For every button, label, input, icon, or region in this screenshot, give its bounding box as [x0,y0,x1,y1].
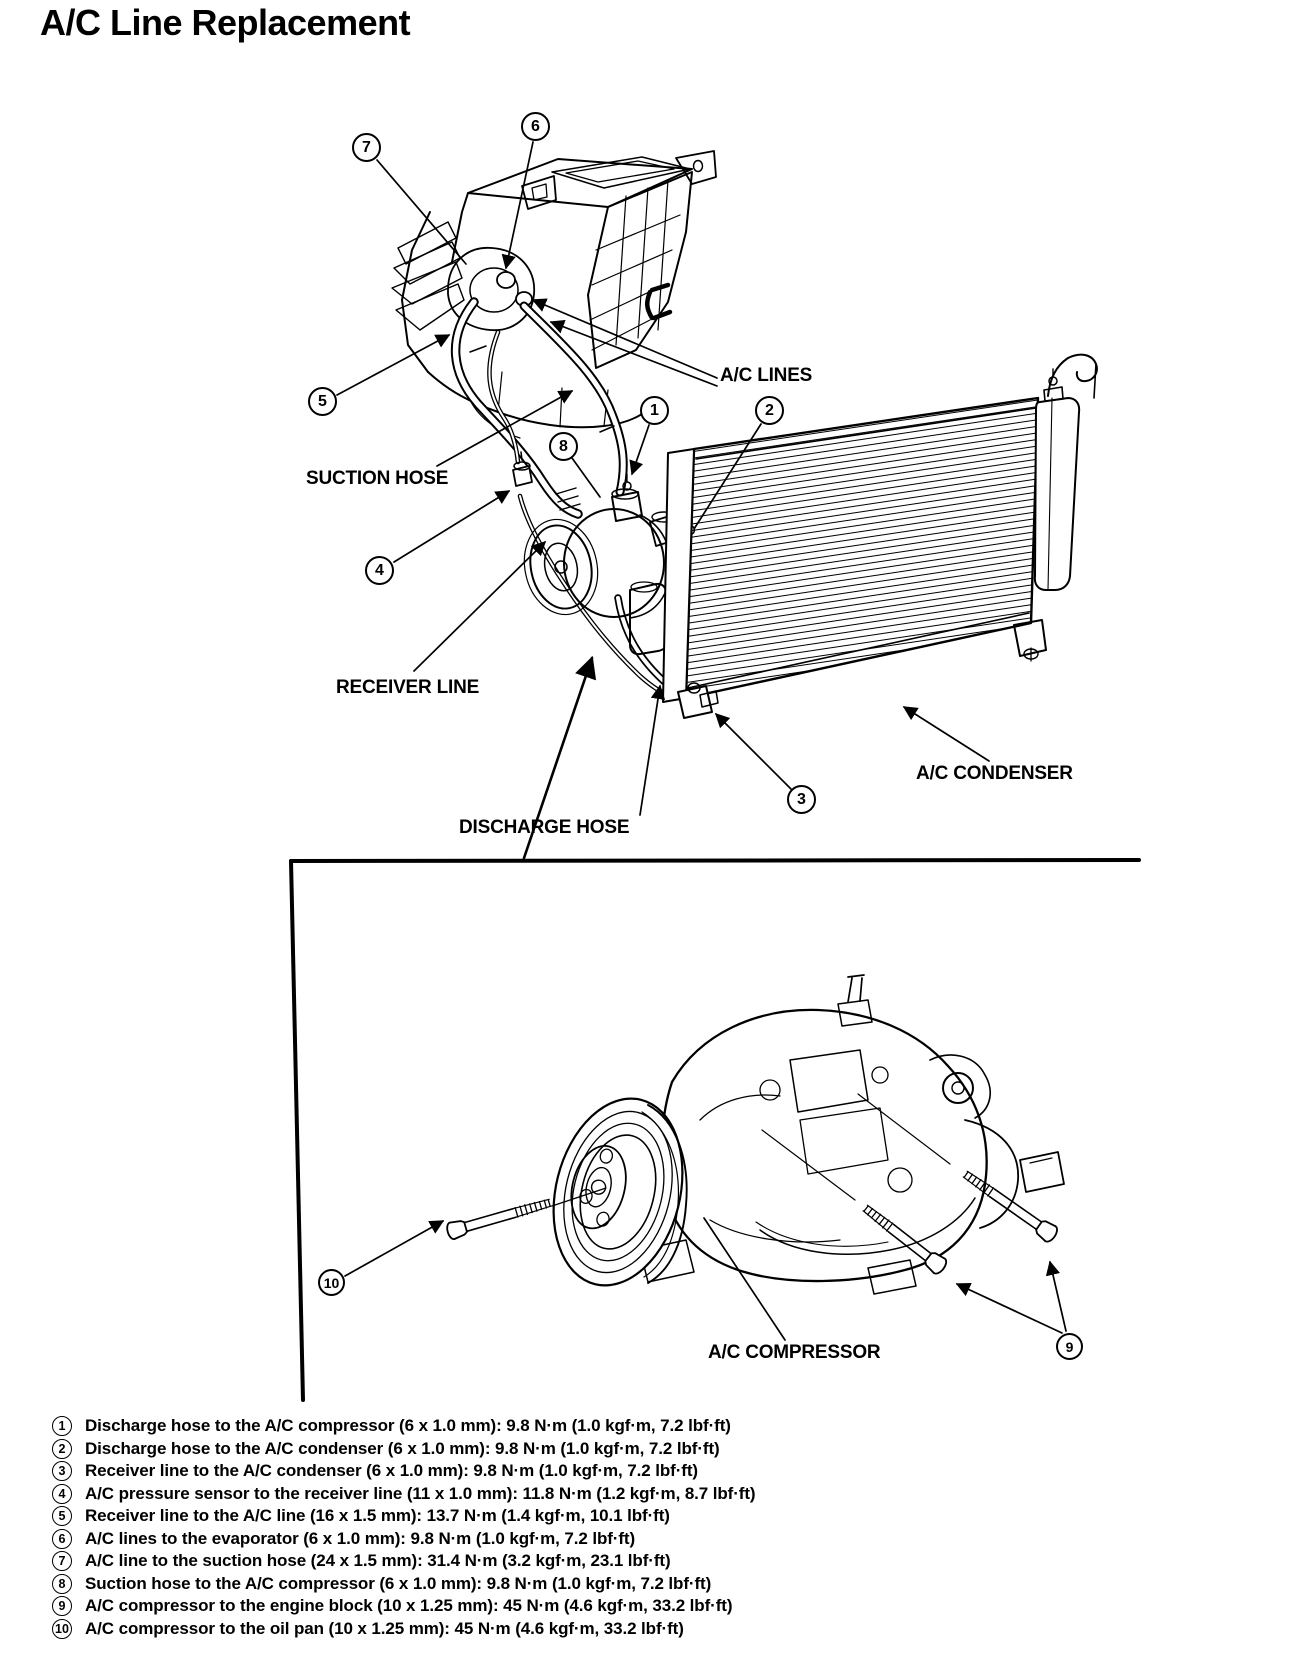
torque-item-text: A/C compressor to the oil pan (10 x 1.25 mm): 45 N·m (4.6 kgf·m, 33.2 lbf·ft) [85,1618,684,1638]
torque-item-text: Discharge hose to the A/C compressor (6 x 1.0 mm): 9.8 N·m (1.0 kgf·m, 7.2 lbf·ft) [85,1416,731,1436]
torque-item-number: 5 [52,1506,72,1526]
callout-2: 2 [755,396,784,425]
callout-7: 7 [352,133,381,162]
callout-1: 1 [640,396,669,425]
callout-6: 6 [521,112,550,141]
torque-item-number: 1 [52,1416,72,1436]
callout-4: 4 [365,556,394,585]
inset-compressor-drawing [535,975,1064,1299]
torque-item-text: Receiver line to the A/C condenser (6 x 1.0 mm): 9.8 N·m (1.0 kgf·m, 7.2 lbf·ft) [85,1461,698,1481]
label-ac-compressor: A/C COMPRESSOR [708,1342,881,1363]
torque-item-text: Discharge hose to the A/C condenser (6 x 1.0 mm): 9.8 N·m (1.0 kgf·m, 7.2 lbf·ft) [85,1438,720,1458]
label-ac-lines: A/C LINES [720,365,813,386]
condenser-drawing [663,355,1097,718]
torque-spec-item [52,1550,1252,1573]
torque-item-number: 6 [52,1529,72,1549]
torque-spec-list [52,1415,1252,1640]
torque-item-number: 9 [52,1596,72,1616]
page-title: A/C Line Replacement [40,2,411,43]
inset-frame [291,860,1139,1400]
torque-spec-item [52,1483,1252,1506]
label-suction-hose: SUCTION HOSE [306,468,449,489]
torque-item-number: 2 [52,1439,72,1459]
mounting-bolt [860,1201,949,1276]
torque-spec-item [52,1460,1252,1483]
torque-spec-item [52,1618,1252,1641]
torque-spec-item [52,1415,1252,1438]
callout-9: 9 [1056,1333,1083,1360]
torque-item-text: A/C lines to the evaporator (6 x 1.0 mm): 9.8 N·m (1.0 kgf·m, 7.2 lbf·ft) [85,1528,636,1548]
label-discharge-hose: DISCHARGE HOSE [459,817,630,838]
label-receiver-line: RECEIVER LINE [336,677,480,698]
mounting-bolts [445,1167,1059,1276]
torque-spec-item [52,1573,1252,1596]
torque-item-text: Receiver line to the A/C line (16 x 1.5 mm): 13.7 N·m (1.4 kgf·m, 10.1 lbf·ft) [85,1506,670,1526]
callout-10: 10 [318,1269,345,1296]
callout-3: 3 [787,785,816,814]
torque-item-text: A/C compressor to the engine block (10 x 1.25 mm): 45 N·m (4.6 kgf·m, 33.2 lbf·ft) [85,1596,733,1616]
callout-8: 8 [549,432,578,461]
mounting-bolt [445,1195,552,1241]
torque-item-text: A/C pressure sensor to the receiver line (11 x 1.0 mm): 11.8 N·m (1.2 kgf·m, 8.7 lbf·ft) [85,1483,756,1503]
torque-item-text: A/C line to the suction hose (24 x 1.5 mm): 31.4 N·m (3.2 kgf·m, 23.1 lbf·ft) [85,1551,671,1571]
torque-item-number: 7 [52,1551,72,1571]
torque-item-number: 3 [52,1461,72,1481]
inset-leader-lines [345,1218,1066,1340]
evaporator-unit-drawing [392,151,716,438]
torque-spec-item [52,1528,1252,1551]
torque-item-number: 8 [52,1574,72,1594]
torque-item-number: 10 [52,1619,72,1639]
callout-5: 5 [308,387,337,416]
torque-item-number: 4 [52,1484,72,1504]
torque-spec-item [52,1438,1252,1461]
torque-item-text: Suction hose to the A/C compressor (6 x 1.0 mm): 9.8 N·m (1.0 kgf·m, 7.2 lbf·ft) [85,1573,712,1593]
torque-spec-item [52,1595,1252,1618]
torque-spec-item [52,1505,1252,1528]
label-ac-condenser: A/C CONDENSER [916,763,1073,784]
